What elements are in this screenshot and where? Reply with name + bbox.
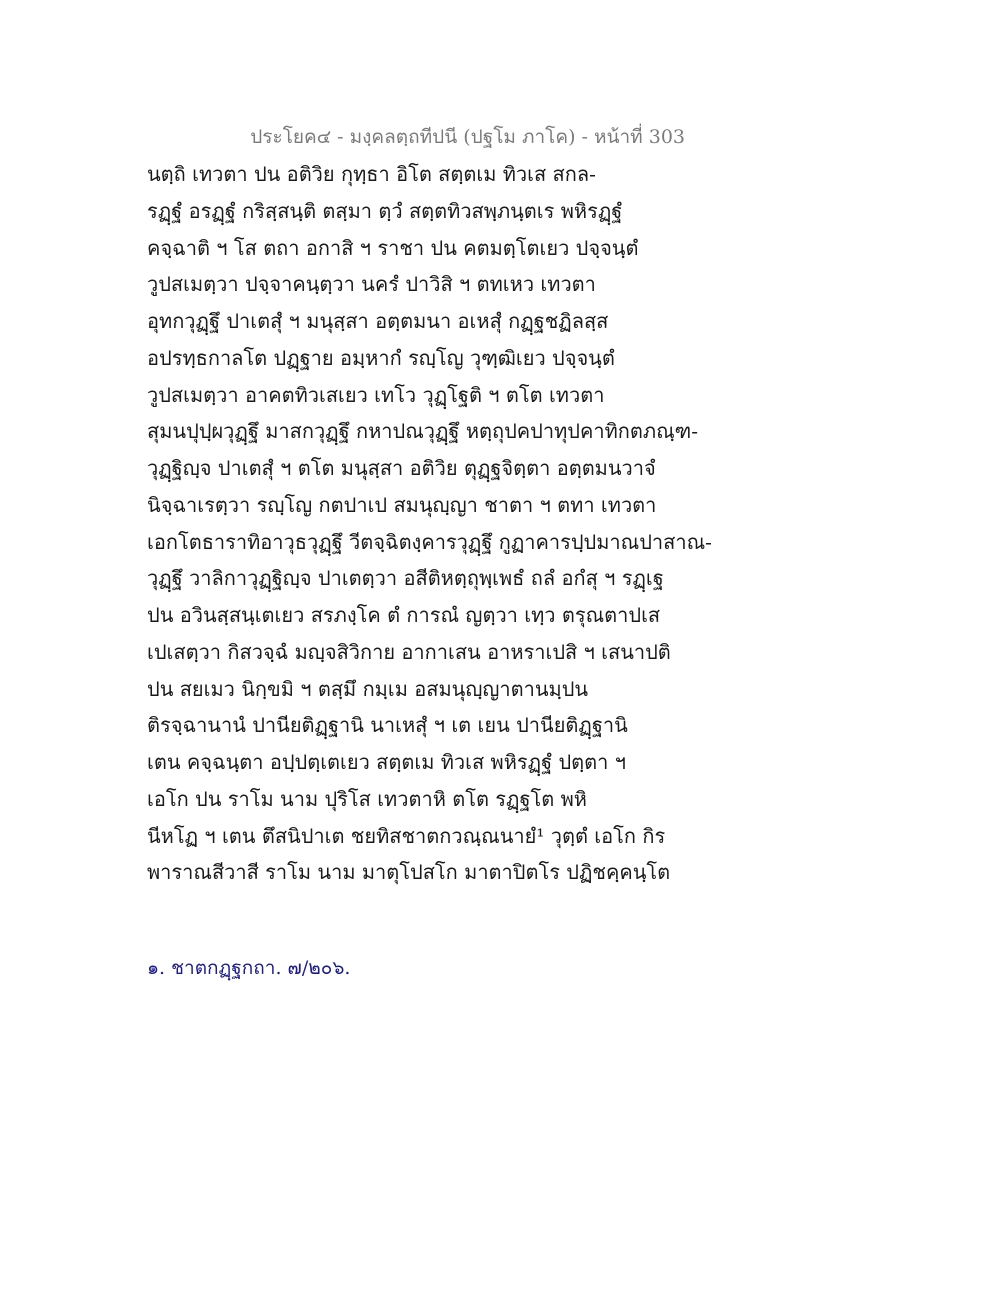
text-line: ติรจฺฉานานํ ปานียติฏฺฐานิ นาเหสุํ ฯ เต เยน ปานียติฏฺฐานิ [147,713,628,738]
text-line: นีหโฏ ฯ เตน ตึสนิปาเต ชยทิสชาตกวณฺณนายํ¹ วุตฺตํ เอโก กิร [147,823,666,848]
text-line: พาราณสีวาสี ราโม นาม มาตุโปสโก มาตาปิตโร ปฏิชคฺคนฺโต [147,860,671,885]
text-line: เปเสตฺวา กิสวจฺฉํ มญฺจสิวิกาย อากาเสน อาหราเปสิ ฯ เสนาปติ [147,639,671,664]
text-line: วุฏฺฐึ วาลิกาวุฏฺฐิญฺจ ปาเตตฺวา อสีติหตฺถุพฺเพธํ ถลํ อกํสุ ฯ รฏฺเฐ [147,566,664,591]
text-line: ปน สยเมว นิกฺขมิ ฯ ตสฺมึ กมฺเม อสมนุญฺญาตานมฺปน [147,676,589,701]
text-line: รฏฺฐํ อรฏฺฐํ กริสฺสนฺติ ตสฺมา ตฺวํ สตฺตทิวสพฺภนฺตเร พหิรฏฺฐํ [147,198,623,223]
text-line: วูปสเมตฺวา ปจฺจาคนฺตฺวา นครํ ปาวิสิ ฯ ตทเหว เทวตา [147,272,596,297]
text-line: คจฺฉาติ ฯ โส ตถา อกาสิ ฯ ราชา ปน คตมตฺโตเยว ปจฺจนฺตํ [147,235,639,260]
body-text [147,156,712,891]
text-line: นิจฺฉาเรตฺวา รญฺโญ กตปาเป สมนุญฺญา ชาตา ฯ ตทา เทวตา [147,492,657,517]
footnote: ๑. ชาตกฏฺฐกถา. ๗/๒๐๖. [147,957,351,979]
text-line: เอกโตธาราทิอาวุธวุฏฺฐึ วีตจฺฉิตงฺคารวุฏฺฐึ กูฏาคารปฺปมาณปาสาณ- [147,529,712,554]
text-line: วุฏฺฐิญฺจ ปาเตสุํ ฯ ตโต มนุสฺสา อติวิย ตุฏฺฐจิตฺตา อตฺตมนวาจํ [147,456,656,480]
text-line: นตฺถิ เทวตา ปน อติวิย กุทฺธา อิโต สตฺตเม ทิวเส สกล- [147,162,596,186]
text-line: อุทกวุฏฺฐึ ปาเตสุํ ฯ มนุสฺสา อตฺตมนา อเหสุํ กฏฺฐชฏิลสฺส [147,309,609,333]
text-line: สุมนปุปฺผวุฏฺฐึ มาสกวุฏฺฐึ กหาปณวุฏฺฐึ หตฺถุปคปาทุปคาทิกตภณฺฑ- [147,419,698,444]
text-line: อปรทฺธกาลโต ปฏฺฐาย อมฺหากํ รญฺโญ วุฑฺฒิเยว ปจฺจนฺตํ [147,345,615,370]
text-line: เตน คจฺฉนฺตา อปฺปตฺเตเยว สตฺตเม ทิวเส พหิรฏฺฐํ ปตฺตา ฯ [147,750,626,774]
text-line: ปน อวินสฺสนฺเตเยว สรภงฺโค ตํ การณํ ญตฺวา เทฺว ตรุณตาปเส [147,603,661,627]
text-line: วูปสเมตฺวา อาคตทิวเสเยว เทโว วุฏฺโฐติ ฯ ตโต เทวตา [147,382,605,407]
running-header: ประโยค๔ - มงฺคลตฺถทีปนี (ปฐโม ภาโค) - หน้าที่ 303 [250,126,685,148]
text-line: เอโก ปน ราโม นาม ปุริโส เทวตาหิ ตโต รฏฺฐโต พหิ [147,786,587,811]
